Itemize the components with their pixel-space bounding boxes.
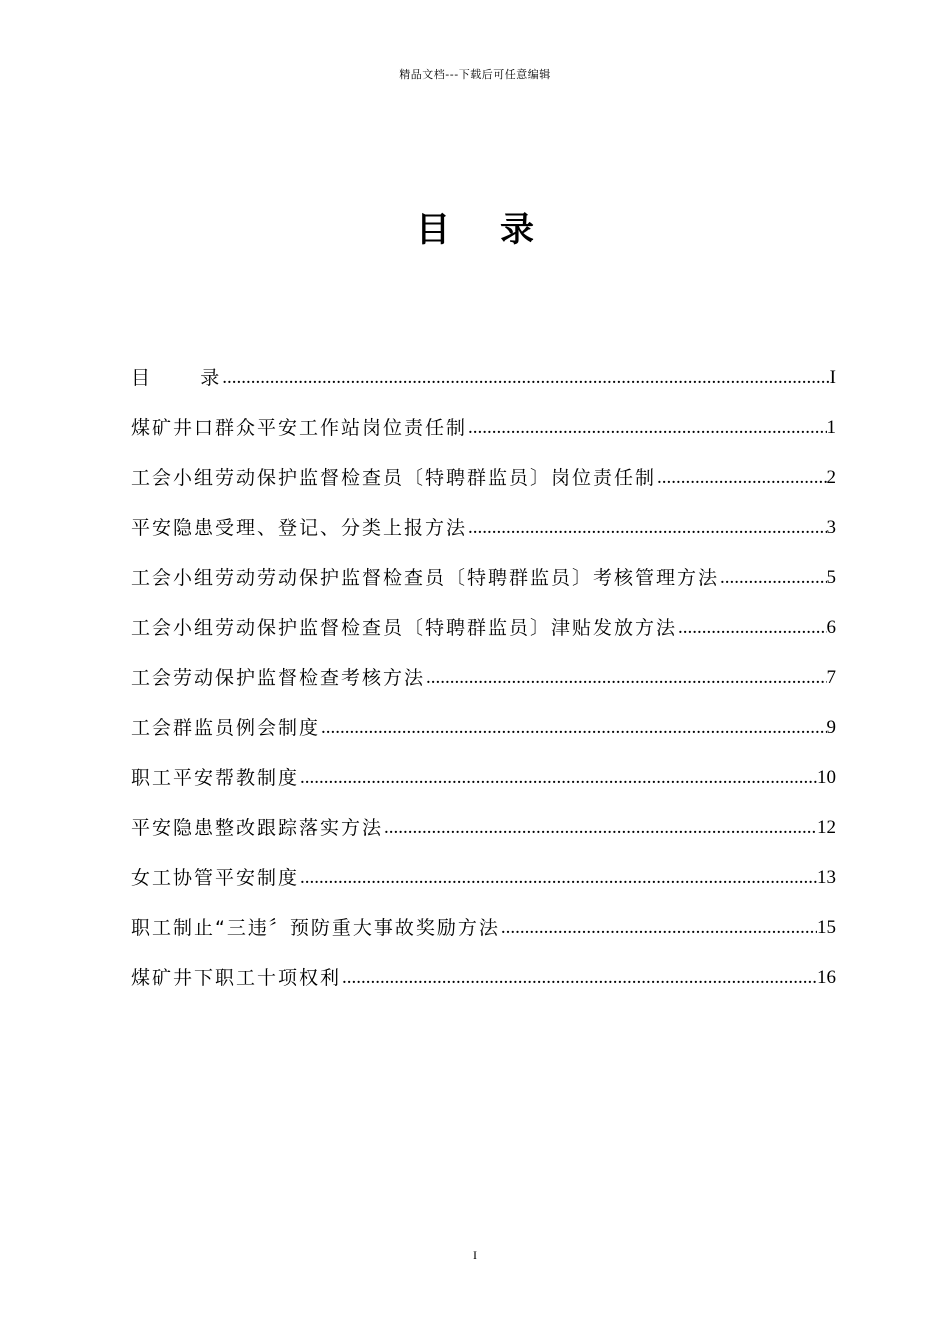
table-of-contents: [131, 341, 836, 991]
toc-entry-title: 工会群监员例会制度: [131, 717, 321, 739]
toc-leader-dots: [677, 615, 826, 641]
toc-leader-dots: [500, 915, 817, 941]
toc-entry[interactable]: [131, 891, 836, 941]
toc-entry-page: 12: [817, 817, 836, 838]
page-header: 精品文档---下载后可任意编辑: [399, 68, 551, 81]
toc-leader-dots: [320, 715, 826, 741]
toc-entry-page: 6: [826, 617, 836, 638]
toc-entry-title: 煤矿井下职工十项权利: [131, 967, 342, 989]
toc-leader-dots: [299, 765, 817, 791]
toc-entry-page: 15: [817, 917, 836, 938]
toc-entry-title: 平安隐患受理、登记、分类上报方法: [131, 517, 468, 539]
toc-entry-title: 目 录: [131, 367, 222, 389]
toc-entry[interactable]: [131, 591, 836, 641]
toc-leader-dots: [299, 865, 817, 891]
toc-entry[interactable]: [131, 491, 836, 541]
toc-entry[interactable]: [131, 541, 836, 591]
toc-entry-title: 工会小组劳动保护监督检查员〔特聘群监员〕津贴发放方法: [131, 617, 678, 639]
toc-entry-title: 平安隐患整改跟踪落实方法: [131, 817, 384, 839]
toc-entry[interactable]: [131, 841, 836, 891]
toc-leader-dots: [656, 465, 826, 491]
toc-entry-title: 职工平安帮教制度: [131, 767, 300, 789]
toc-entry-title: 工会小组劳动保护监督检查员〔特聘群监员〕岗位责任制: [131, 467, 657, 489]
page-title-part2: 录: [500, 210, 534, 250]
toc-entry-page: 2: [826, 467, 836, 488]
toc-entry-page: 13: [817, 867, 836, 888]
toc-entry[interactable]: [131, 391, 836, 441]
toc-entry[interactable]: [131, 441, 836, 491]
toc-leader-dots: [467, 515, 826, 541]
toc-entry[interactable]: [131, 641, 836, 691]
toc-leader-dots: [221, 365, 829, 391]
toc-entry-page: 7: [826, 667, 836, 688]
toc-entry-title: 工会劳动保护监督检查考核方法: [131, 667, 426, 689]
toc-entry-page: I: [829, 367, 836, 388]
toc-entry[interactable]: [131, 341, 836, 391]
toc-entry-title: 工会小组劳动劳动保护监督检查员〔特聘群监员〕考核管理方法: [131, 567, 720, 589]
toc-entry[interactable]: [131, 791, 836, 841]
page-number: I: [473, 1248, 477, 1262]
toc-entry[interactable]: [131, 691, 836, 741]
toc-entry[interactable]: [131, 941, 836, 991]
toc-leader-dots: [341, 965, 817, 991]
toc-entry-page: 10: [817, 767, 836, 788]
toc-entry-page: 5: [826, 567, 836, 588]
page-title: [0, 202, 950, 251]
toc-leader-dots: [719, 565, 826, 591]
toc-leader-dots: [467, 415, 826, 441]
toc-leader-dots: [425, 665, 826, 691]
toc-entry-page: 1: [826, 417, 836, 438]
toc-entry-page: 9: [826, 717, 836, 738]
toc-entry-page: 3: [826, 517, 836, 538]
page-title-part1: 目: [416, 210, 450, 250]
toc-entry-title: 女工协管平安制度: [131, 867, 300, 889]
toc-leader-dots: [383, 815, 817, 841]
toc-entry-title: 职工制止“三违〞预防重大事故奖励方法: [131, 917, 500, 939]
toc-entry-title: 煤矿井口群众平安工作站岗位责任制: [131, 417, 468, 439]
toc-entry-page: 16: [817, 967, 836, 988]
toc-entry[interactable]: [131, 741, 836, 791]
